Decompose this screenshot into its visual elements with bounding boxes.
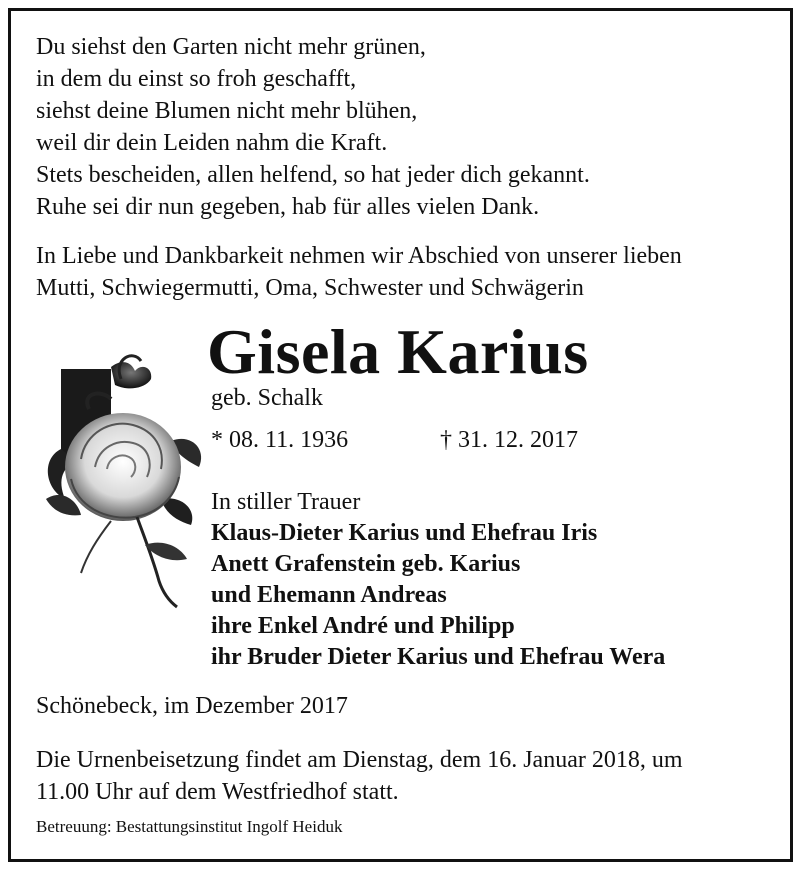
maiden-name: geb. Schalk (211, 385, 323, 411)
service-line: Die Urnenbeisetzung findet am Dienstag, dem 16. Januar 2018, um (36, 747, 683, 773)
mourner-line: ihr Bruder Dieter Karius und Ehefrau Wera (211, 644, 666, 670)
intro-line: In Liebe und Dankbarkeit nehmen wir Abschied von unserer lieben (36, 243, 682, 269)
poem-line: Du siehst den Garten nicht mehr grünen, (36, 34, 426, 60)
death-date: † 31. 12. 2017 (440, 427, 578, 453)
mourner-line: und Ehemann Andreas (211, 582, 447, 608)
place-date: Schönebeck, im Dezember 2017 (36, 693, 348, 719)
poem (36, 31, 590, 223)
poem-line: siehst deine Blumen nicht mehr blühen, (36, 98, 418, 124)
poem-line: in dem du einst so froh geschafft, (36, 66, 357, 92)
service-line: 11.00 Uhr auf dem Westfriedhof statt. (36, 779, 399, 805)
birth-date: * 08. 11. 1936 (211, 427, 349, 453)
mourner-line: ihre Enkel André und Philipp (211, 613, 515, 639)
mourner-line: Klaus-Dieter Karius und Ehefrau Iris (211, 520, 598, 546)
mourners-lead: In stiller Trauer (211, 489, 361, 515)
service-info (36, 744, 683, 808)
poem-line: weil dir dein Leiden nahm die Kraft. (36, 130, 388, 156)
deceased-name: Gisela Karius (207, 316, 589, 387)
poem-line: Stets bescheiden, allen helfend, so hat jeder dich gekannt. (36, 162, 590, 188)
rose-icon (41, 349, 211, 609)
intro-line: Mutti, Schwiegermutti, Oma, Schwester und Schwägerin (36, 275, 584, 301)
notice-frame (8, 8, 793, 862)
intro-text (36, 240, 682, 304)
undertaker-credit: Betreuung: Bestattungsinstitut Ingolf Heiduk (36, 817, 343, 836)
poem-line: Ruhe sei dir nun gegeben, hab für alles vielen Dank. (36, 194, 540, 220)
mourners-block (211, 487, 665, 673)
mourner-line: Anett Grafenstein geb. Karius (211, 551, 521, 577)
